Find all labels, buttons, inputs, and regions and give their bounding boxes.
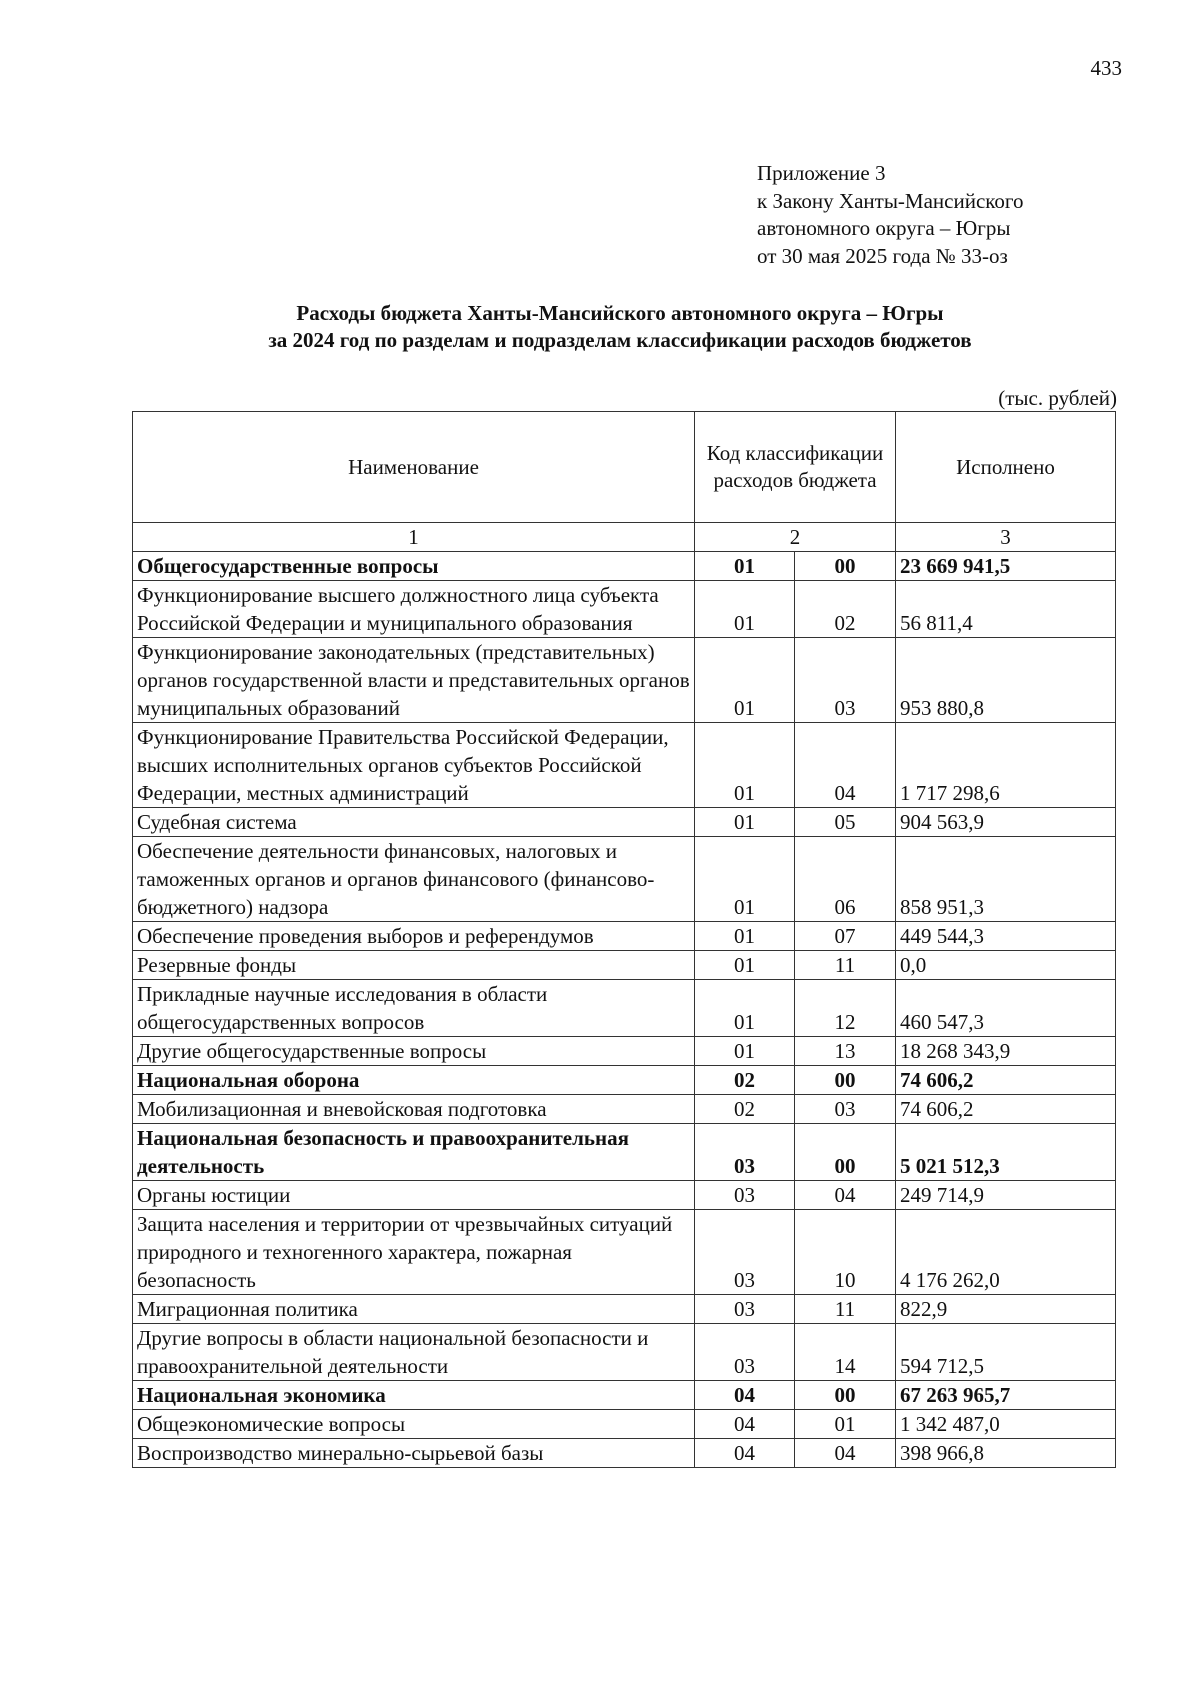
row-executed-value: 1 342 487,0 [896,1410,1116,1439]
row-name: Воспроизводство минерально-сырьевой базы [133,1439,695,1468]
row-executed-value: 4 176 262,0 [896,1210,1116,1295]
table-row [133,581,1116,638]
row-name: Другие вопросы в области национальной безопасности и правоохранительной деятельности [133,1324,695,1381]
row-section-code: 02 [695,1095,795,1124]
row-subsection-code: 00 [795,1066,896,1095]
row-section-code: 01 [695,581,795,638]
appendix-line: к Закону Ханты-Мансийского [757,188,1024,213]
table-row [133,638,1116,723]
row-name: Мобилизационная и вневойсковая подготовка [133,1095,695,1124]
table-row [133,1095,1116,1124]
row-executed-value: 74 606,2 [896,1066,1116,1095]
column-number: 1 [133,523,695,552]
row-executed-value: 1 717 298,6 [896,723,1116,808]
title-line: Расходы бюджета Ханты-Мансийского автономного округа – Югры [296,301,944,325]
row-executed-value: 18 268 343,9 [896,1037,1116,1066]
row-name: Прикладные научные исследования в области общегосударственных вопросов [133,980,695,1037]
header-code: Код классификации расходов бюджета [695,412,896,523]
row-subsection-code: 14 [795,1324,896,1381]
table-body [133,552,1116,1468]
table-row [133,922,1116,951]
table-row [133,1210,1116,1295]
page-number: 433 [1090,56,1122,80]
table-section-row [133,1124,1116,1181]
header-name: Наименование [133,412,695,523]
row-subsection-code: 00 [795,552,896,581]
table-row [133,980,1116,1037]
appendix-line: автономного округа – Югры [757,216,1011,240]
row-name: Другие общегосударственные вопросы [133,1037,695,1066]
row-section-code: 03 [695,1324,795,1381]
row-subsection-code: 02 [795,581,896,638]
row-name: Национальная оборона [133,1066,695,1095]
row-section-code: 03 [695,1210,795,1295]
row-section-code: 01 [695,922,795,951]
column-number: 3 [896,523,1116,552]
row-section-code: 01 [695,808,795,837]
row-executed-value: 5 021 512,3 [896,1124,1116,1181]
row-name: Органы юстиции [133,1181,695,1210]
row-subsection-code: 11 [795,951,896,980]
row-name: Обеспечение проведения выборов и референдумов [133,922,695,951]
table-row [133,1410,1116,1439]
row-name: Обеспечение деятельности финансовых, налоговых и таможенных органов и органов финансового (финансово-бюджетного) надзора [133,837,695,922]
table-section-row [133,552,1116,581]
units-label: (тыс. рублей) [998,386,1117,410]
row-name: Резервные фонды [133,951,695,980]
row-name: Миграционная политика [133,1295,695,1324]
row-executed-value: 594 712,5 [896,1324,1116,1381]
row-name: Функционирование законодательных (представительных) органов государственной власти и представительных органов муниципальных образований [133,638,695,723]
row-subsection-code: 03 [795,638,896,723]
row-executed-value: 822,9 [896,1295,1116,1324]
row-section-code: 01 [695,951,795,980]
row-executed-value: 398 966,8 [896,1439,1116,1468]
row-section-code: 03 [695,1181,795,1210]
row-name: Национальная безопасность и правоохранительная деятельность [133,1124,695,1181]
row-subsection-code: 00 [795,1124,896,1181]
row-section-code: 01 [695,1037,795,1066]
row-name: Общегосударственные вопросы [133,552,695,581]
row-section-code: 01 [695,980,795,1037]
row-name: Защита населения и территории от чрезвычайных ситуаций природного и техногенного характера, пожарная безопасность [133,1210,695,1295]
row-name: Судебная система [133,808,695,837]
table-row [133,1037,1116,1066]
table-row [133,1295,1116,1324]
row-name: Функционирование Правительства Российской Федерации, высших исполнительных органов субъектов Российской Федерации, местных администраций [133,723,695,808]
table-row [133,1324,1116,1381]
row-section-code: 04 [695,1410,795,1439]
table-section-row [133,1381,1116,1410]
column-number: 2 [695,523,896,552]
row-executed-value: 953 880,8 [896,638,1116,723]
row-subsection-code: 04 [795,1181,896,1210]
row-subsection-code: 13 [795,1037,896,1066]
row-subsection-code: 01 [795,1410,896,1439]
budget-table [132,411,1116,1468]
row-section-code: 04 [695,1439,795,1468]
row-subsection-code: 03 [795,1095,896,1124]
row-executed-value: 904 563,9 [896,808,1116,837]
row-executed-value: 460 547,3 [896,980,1116,1037]
row-section-code: 01 [695,552,795,581]
table-row [133,1181,1116,1210]
row-subsection-code: 04 [795,1439,896,1468]
title-line: за 2024 год по разделам и подразделам классификации расходов бюджетов [268,328,972,352]
row-executed-value: 249 714,9 [896,1181,1116,1210]
row-executed-value: 56 811,4 [896,581,1116,638]
row-section-code: 01 [695,723,795,808]
row-executed-value: 449 544,3 [896,922,1116,951]
row-section-code: 01 [695,837,795,922]
row-subsection-code: 12 [795,980,896,1037]
table-header-row [133,412,1116,523]
appendix-line: Приложение 3 [757,161,886,185]
table-row [133,1439,1116,1468]
row-section-code: 03 [695,1124,795,1181]
row-executed-value: 74 606,2 [896,1095,1116,1124]
row-name: Функционирование высшего должностного лица субъекта Российской Федерации и муниципального образования [133,581,695,638]
row-subsection-code: 06 [795,837,896,922]
row-subsection-code: 07 [795,922,896,951]
column-number-row [133,523,1116,552]
row-subsection-code: 11 [795,1295,896,1324]
row-executed-value: 0,0 [896,951,1116,980]
row-executed-value: 23 669 941,5 [896,552,1116,581]
row-section-code: 02 [695,1066,795,1095]
appendix-line: от 30 мая 2025 года № 33-оз [757,243,1008,268]
row-section-code: 03 [695,1295,795,1324]
table-row [133,951,1116,980]
row-executed-value: 67 263 965,7 [896,1381,1116,1410]
row-section-code: 04 [695,1381,795,1410]
document-title [120,300,1120,354]
row-name: Национальная экономика [133,1381,695,1410]
row-subsection-code: 05 [795,808,896,837]
row-subsection-code: 04 [795,723,896,808]
row-executed-value: 858 951,3 [896,837,1116,922]
appendix-reference [757,160,1024,270]
row-section-code: 01 [695,638,795,723]
header-executed: Исполнено [896,412,1116,523]
row-subsection-code: 10 [795,1210,896,1295]
table-row [133,808,1116,837]
row-name: Общеэкономические вопросы [133,1410,695,1439]
table-row [133,723,1116,808]
table-row [133,837,1116,922]
table-section-row [133,1066,1116,1095]
row-subsection-code: 00 [795,1381,896,1410]
